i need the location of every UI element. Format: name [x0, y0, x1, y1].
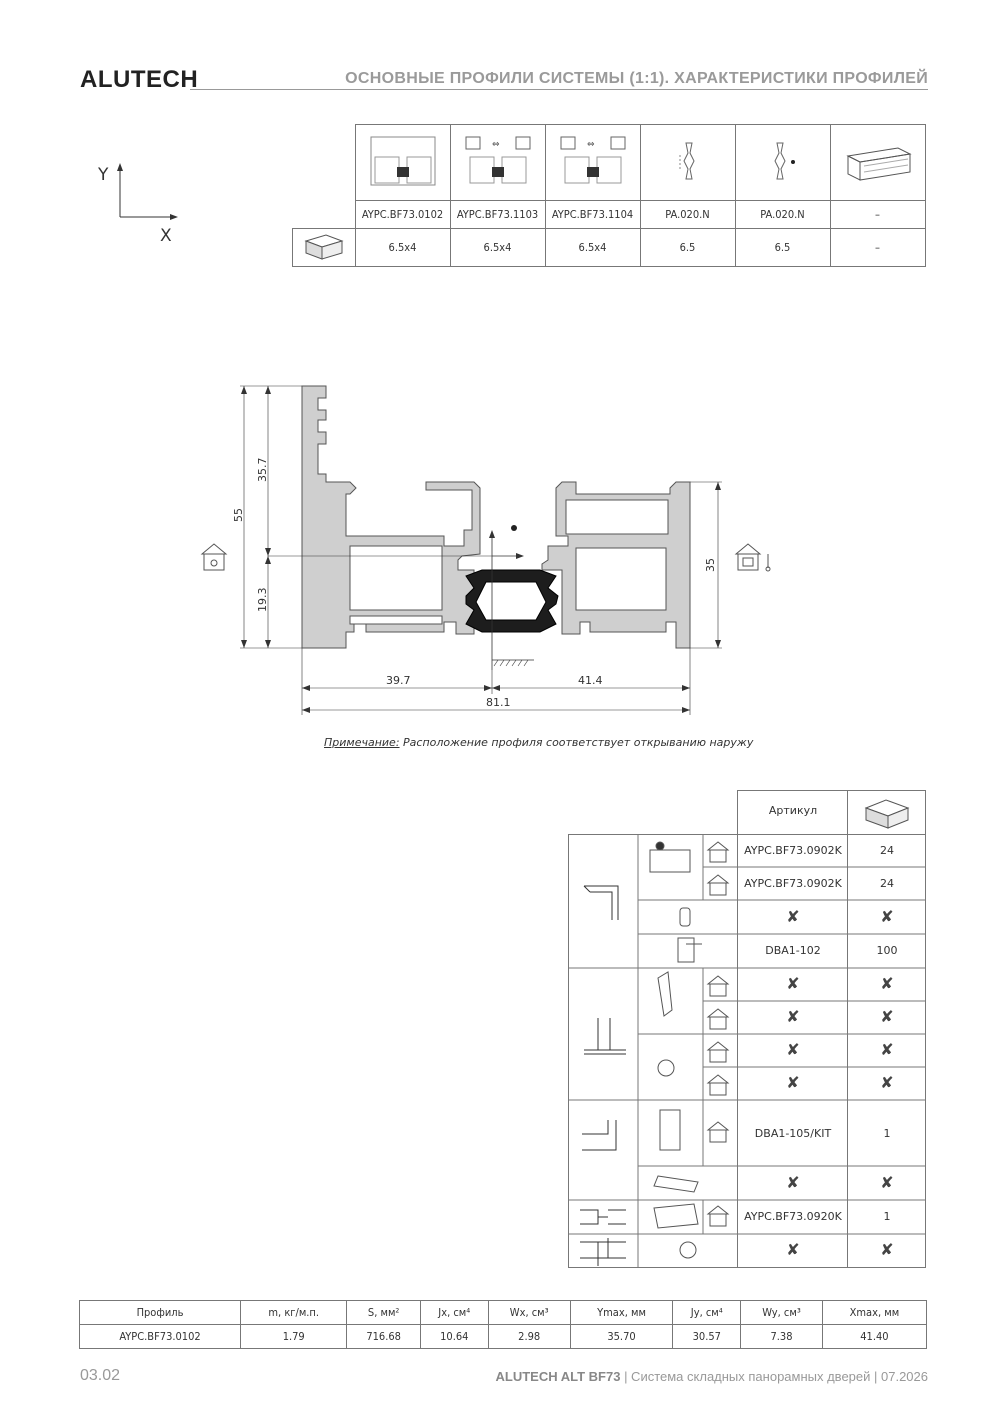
- axis-indicator: [90, 155, 190, 250]
- dim-35: 35: [704, 558, 717, 572]
- profile-section-icon: [363, 129, 443, 193]
- article-5: PA.020.N: [735, 201, 830, 229]
- header-article: Артикул: [768, 804, 818, 817]
- plate-icon: [654, 1176, 698, 1192]
- prop-header-jx: Jx, см⁴: [420, 1301, 488, 1325]
- prop-jx: 10.64: [420, 1325, 488, 1349]
- acc-qty-11: 1: [883, 1210, 891, 1223]
- prop-ymax: 35.70: [570, 1325, 673, 1349]
- acc-article-10: ✘: [786, 1173, 800, 1192]
- acc-article-12: ✘: [786, 1240, 800, 1259]
- acc-qty-4: 100: [876, 944, 898, 957]
- acc-qty-9: 1: [883, 1127, 891, 1140]
- profile-thumb-3: [545, 125, 640, 201]
- packaging-3: 6.5x4: [545, 229, 640, 267]
- profile-thumb-1: [355, 125, 450, 201]
- prop-header-ymax: Ymax, мм: [570, 1301, 673, 1325]
- accessories-grid: [568, 790, 926, 1268]
- dim-39-7: 39.7: [386, 674, 411, 687]
- joint-type-icons: [580, 886, 626, 1266]
- acc-qty-3: ✘: [880, 907, 894, 926]
- acc-qty-1: 24: [880, 844, 894, 857]
- acc-article-1: AYPC.BF73.0902K: [744, 844, 842, 857]
- part-icons: [650, 842, 702, 1258]
- acc-qty-12: ✘: [880, 1240, 894, 1259]
- corner-cleat-icon: [650, 850, 690, 872]
- profile-drawing: [190, 370, 810, 730]
- chamber-right-groove: [566, 500, 668, 534]
- profile-thumb-2: [450, 125, 545, 201]
- insulation-thumb: [830, 125, 925, 201]
- packaging-4: 6.5: [640, 229, 735, 267]
- prop-header-wx: Wx, см³: [488, 1301, 570, 1325]
- accessories-table: [568, 790, 926, 1268]
- acc-article-7: ✘: [786, 1040, 800, 1059]
- page-title: ОСНОВНЫЕ ПРОФИЛИ СИСТЕМЫ (1:1). ХАРАКТЕРИСТИКИ ПРОФИЛЕЙ: [345, 70, 928, 87]
- footer-info: [496, 1369, 929, 1384]
- dim-35-7: 35.7: [256, 457, 269, 482]
- gasket-icon: [668, 131, 708, 191]
- profile-variants-table: [292, 124, 926, 267]
- profile-section-icon: [458, 129, 538, 193]
- lock-kit-icon: [660, 1110, 680, 1150]
- prop-header-area: S, мм²: [347, 1301, 420, 1325]
- acc-qty-7: ✘: [880, 1040, 894, 1059]
- hatch-marks: [494, 660, 528, 666]
- thermal-break-cavity: [476, 582, 546, 620]
- prop-area: 716.68: [347, 1325, 420, 1349]
- prop-wx: 2.98: [488, 1325, 570, 1349]
- prop-header-wy: Wy, см³: [741, 1301, 823, 1325]
- thermal-insert-icon: [838, 136, 918, 186]
- dim-41-4: 41.4: [578, 674, 603, 687]
- kit-icon: [654, 1204, 698, 1228]
- acc-article-8: ✘: [786, 1073, 800, 1092]
- prop-xmax: 41.40: [822, 1325, 926, 1349]
- gasket-thumb-1: [640, 125, 735, 201]
- packaging-6: –: [830, 229, 925, 267]
- drawing-note: [324, 736, 753, 749]
- header-rule: [190, 89, 928, 90]
- acc-qty-6: ✘: [880, 1007, 894, 1026]
- article-2: AYPC.BF73.1103: [450, 201, 545, 229]
- acc-qty-10: ✘: [880, 1173, 894, 1192]
- screw-icon: [658, 1060, 674, 1076]
- axis-y-label: Y: [98, 165, 109, 185]
- acc-qty-5: ✘: [880, 974, 894, 993]
- dim-81-1: 81.1: [486, 696, 511, 709]
- prop-header-mass: m, кг/м.п.: [241, 1301, 347, 1325]
- footer-product: ALUTECH ALT BF73: [495, 1369, 621, 1384]
- profile-properties-table: [79, 1300, 927, 1349]
- acc-article-5: ✘: [786, 974, 800, 993]
- packaging-5: 6.5: [735, 229, 830, 267]
- packaging-2: 6.5x4: [450, 229, 545, 267]
- article-3: AYPC.BF73.1104: [545, 201, 640, 229]
- page-number: 03.02: [80, 1367, 121, 1384]
- bolt-icon: [680, 1242, 696, 1258]
- article-6: –: [830, 201, 925, 229]
- acc-article-6: ✘: [786, 1007, 800, 1026]
- acc-article-2: AYPC.BF73.0902K: [744, 877, 842, 890]
- article-1: AYPC.BF73.0102: [355, 201, 450, 229]
- acc-article-11: AYPC.BF73.0920K: [744, 1210, 842, 1223]
- acc-article-9: DBA1-105/KIT: [754, 1127, 832, 1140]
- profile-section-icon: [553, 129, 633, 193]
- prop-header-jy: Jy, см⁴: [673, 1301, 741, 1325]
- exterior-cold-icon: [736, 544, 770, 571]
- dim-19-3: 19.3: [256, 587, 269, 612]
- axis-x-label: X: [160, 226, 172, 246]
- acc-qty-8: ✘: [880, 1073, 894, 1092]
- bracket-icon: [678, 938, 702, 962]
- packaging-1: 6.5x4: [355, 229, 450, 267]
- note-text: Расположение профиля соответствует открыванию наружу: [399, 736, 754, 749]
- svg-text:⇔: ⇔: [586, 139, 595, 150]
- prop-mass: 1.79: [241, 1325, 347, 1349]
- t-connector-icon: [658, 972, 672, 1016]
- prop-header-profile: Профиль: [80, 1301, 241, 1325]
- gasket-icon: [763, 131, 803, 191]
- interior-heat-icon: [202, 544, 226, 570]
- acc-qty-2: 24: [880, 877, 894, 890]
- pin-icon: [680, 908, 690, 926]
- article-4: PA.020.N: [640, 201, 735, 229]
- prop-profile: AYPC.BF73.0102: [80, 1325, 241, 1349]
- prop-wy: 7.38: [741, 1325, 823, 1349]
- box-icon-header: [866, 800, 908, 828]
- acc-article-4: DBA1-102: [765, 944, 821, 957]
- note-label: Примечание:: [324, 736, 400, 749]
- packaging-icon-cell: [293, 229, 356, 267]
- acc-article-3: ✘: [786, 907, 800, 926]
- chamber-left-bottom: [350, 616, 442, 624]
- chamber-left-top: [350, 546, 442, 610]
- dim-55: 55: [232, 508, 245, 522]
- svg-text:⇔: ⇔: [491, 139, 500, 150]
- brand-logo: ALUTECH: [80, 66, 199, 93]
- box-icon: [296, 229, 352, 263]
- chamber-right-top: [576, 548, 666, 610]
- prop-header-xmax: Xmax, мм: [822, 1301, 926, 1325]
- footer-text: | Система складных панорамных дверей | 07.2026: [620, 1369, 928, 1384]
- gasket-thumb-2: [735, 125, 830, 201]
- gasket-point-marker: [511, 525, 517, 531]
- prop-jy: 30.57: [673, 1325, 741, 1349]
